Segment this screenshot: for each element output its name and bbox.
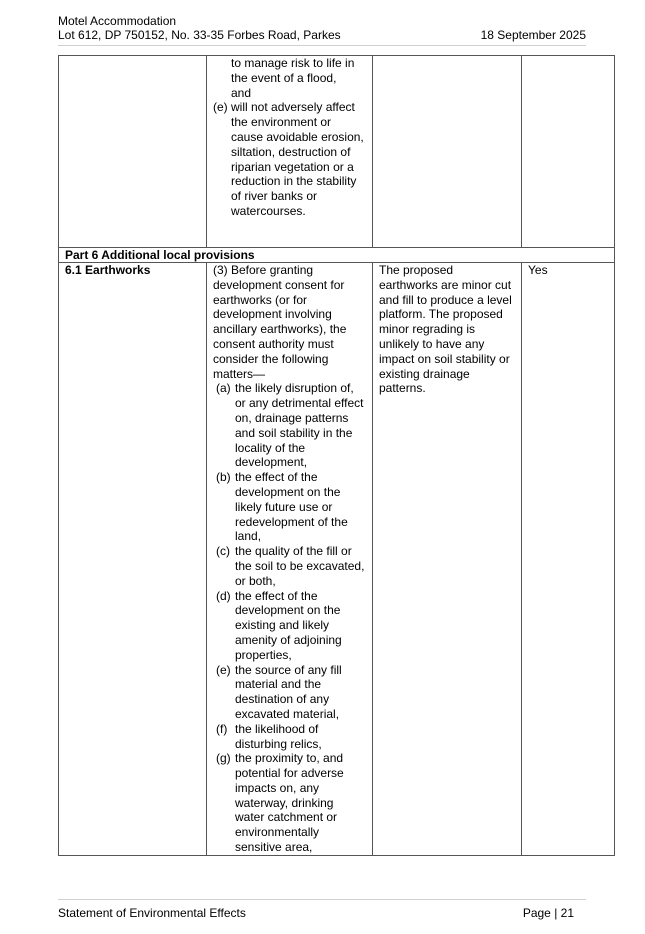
header-title: Motel Accommodation xyxy=(58,14,177,28)
continued-line: to manage risk to life in xyxy=(231,56,355,70)
compliance-cell xyxy=(522,56,615,248)
section-heading: Part 6 Additional local provisions xyxy=(59,248,615,263)
table-row-continued xyxy=(59,56,615,248)
item-marker: (c) xyxy=(216,544,230,559)
clause-cell xyxy=(59,56,207,248)
provision-intro: (3) Before granting development consent for earthworks (or for development involving ancillary earthworks), the consent authority must consider the following matters— xyxy=(213,263,347,381)
item-marker: (d) xyxy=(216,588,231,603)
section-row xyxy=(59,248,615,263)
item-text: the effect of the development on the likely future use or redevelopment of the land, xyxy=(235,470,348,544)
provision-cell xyxy=(207,263,373,856)
header-address: Lot 612, DP 750152, No. 33-35 Forbes Road, Parkes xyxy=(58,28,341,42)
list-item xyxy=(213,751,366,855)
item-text: the effect of the development on the existing and likely amenity of adjoining properties, xyxy=(235,588,342,662)
provision-list xyxy=(213,381,366,855)
list-item xyxy=(213,722,366,752)
table-row-earthworks xyxy=(59,263,615,856)
comment-cell: The proposed earthworks are minor cut and fill to produce a level platform. The proposed minor regrading is unlikely to have any impact on soil stability or existing drainage patterns. xyxy=(373,263,522,856)
item-text: the source of any fill material and the destination of any excavated material, xyxy=(235,662,342,721)
item-marker: (g) xyxy=(216,751,231,766)
list-item xyxy=(213,470,366,544)
compliance-cell: Yes xyxy=(522,263,615,856)
page-footer xyxy=(58,906,574,920)
continued-line: and xyxy=(231,85,252,100)
item-marker: (f) xyxy=(216,721,228,736)
header-date: 18 September 2025 xyxy=(480,28,586,42)
list-item xyxy=(213,381,366,470)
item-text: the likely disruption of, or any detrimental effect on, drainage patterns and soil stability in the locality of the development, xyxy=(235,381,364,470)
item-text: the likelihood of disturbing relics, xyxy=(235,721,322,751)
header-divider xyxy=(58,45,586,46)
footer-document-title: Statement of Environmental Effects xyxy=(58,906,246,920)
header-line-2 xyxy=(58,28,586,42)
item-marker: (b) xyxy=(216,470,231,485)
item-marker: (e) xyxy=(213,100,228,115)
item-text: will not adversely affect the environment or cause avoidable erosion, siltation, destruction of riparian vegetation or a reduction in the stability of river banks or watercourses. xyxy=(231,100,364,218)
clause-cell: 6.1 Earthworks xyxy=(59,263,207,856)
footer-divider xyxy=(58,899,586,900)
continued-line: the event of a flood, xyxy=(231,70,337,85)
provision-cell xyxy=(207,56,373,248)
compliance-table xyxy=(58,55,615,856)
list-item xyxy=(213,100,366,218)
provision-list xyxy=(213,100,366,218)
item-text: the proximity to, and potential for adverse impacts on, any waterway, drinking water catchment or environmentally sensitive area, xyxy=(235,751,344,855)
list-item xyxy=(213,663,366,722)
item-text: the quality of the fill or the soil to be excavated, or both, xyxy=(235,544,365,588)
page-number: Page | 21 xyxy=(522,906,574,920)
item-marker: (a) xyxy=(216,381,231,396)
page-header xyxy=(58,14,586,42)
item-marker: (e) xyxy=(216,662,231,677)
list-item xyxy=(213,589,366,663)
comment-cell xyxy=(373,56,522,248)
list-item xyxy=(213,544,366,588)
